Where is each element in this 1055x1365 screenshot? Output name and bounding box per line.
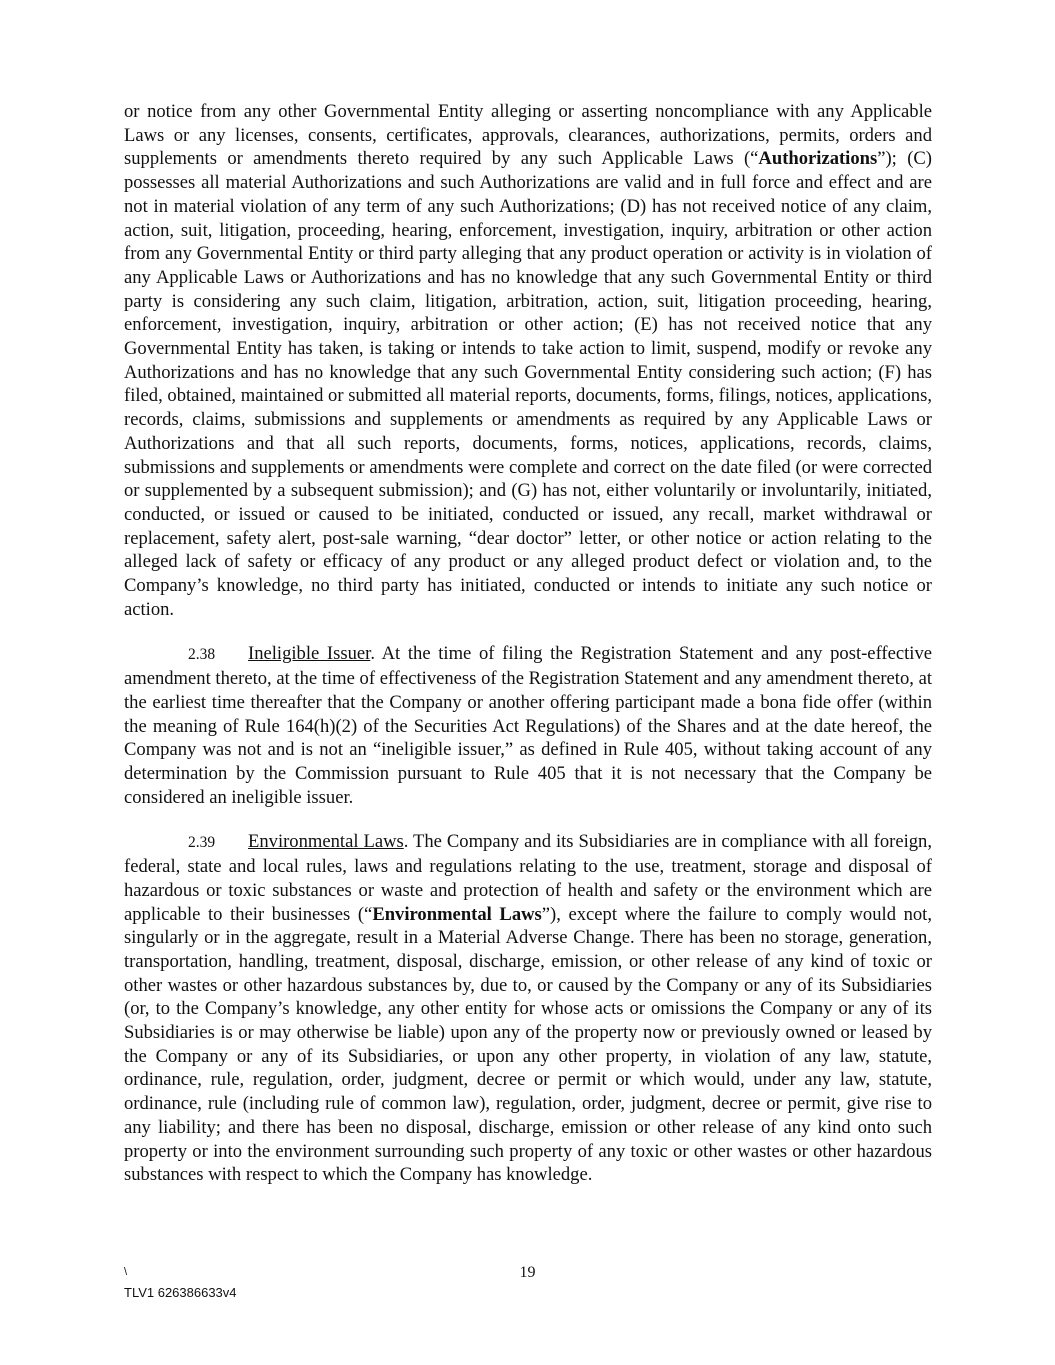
document-body xyxy=(124,100,932,1187)
section-2-38 xyxy=(124,642,932,809)
paragraph-text: or notice from any other Governmental Entity alleging or asserting noncompliance with any Applicable Laws or any licenses, consents, certificates, approvals, clearances, authorizations, permits, orders and supplements or amendments thereto required by any such Applicable Laws (“ xyxy=(124,101,932,170)
page-number: 19 xyxy=(519,1264,536,1281)
continuation-paragraph xyxy=(124,100,932,621)
document-id: TLV1 626386633v4 xyxy=(124,1285,237,1300)
section-number: 2.38 xyxy=(188,646,216,664)
footer-mark: \ xyxy=(124,1266,128,1278)
paragraph-text: ”); (C) possesses all material Authorizations and such Authorizations are valid and in full force and effect and are not in material violation of any term of any such Authorizations; (D) has not received notice of any claim, action, suit, litigation, proceeding, hearing, enforcement, investigation, inquiry, arbitration or other action from any Governmental Entity or third party alleging that any product operation or activity is in violation of any Applicable Laws or Authorizations and has no knowledge that any such Governmental Entity or third party is considering any such claim, litigation, arbitration, action, suit, litigation proceeding, hearing, enforcement, investigation, inquiry, arbitration or other action; (E) has not received notice that any Governmental Entity has taken, is taking or intends to take action to limit, suspend, modify or revoke any Authorizations and has no knowledge that any such Governmental Entity considering such action; (F) has filed, obtained, maintained or submitted all material reports, documents, forms, filings, notices, applications, records, claims, submissions and supplements or amendments as required by any Applicable Laws or Authorizations and that all such reports, documents, forms, notices, applications, records, claims, submissions and supplements or amendments were complete and correct on the date filed (or were corrected or supplemented by a subsequent submission); and (G) has not, either voluntarily or involuntarily, initiated, conducted, or issued or caused to be initiated, conducted or issued, any recall, market withdrawal or replacement, safety alert, post-sale warning, “dear doctor” letter, or other notice or action relating to the alleged lack of safety or efficacy of any product or any alleged product defect or violation and, to the Company’s knowledge, no third party has initiated, conducted or intends to initiate any such notice or action. xyxy=(124,148,932,620)
section-number: 2.39 xyxy=(188,834,216,852)
section-text: . At the time of filing the Registration Statement and any post-effective amendment thereto, at the time of effectiveness of the Registration Statement and any amendment thereto, at the earliest time thereafter that the Company or another offering participant made a bona fide offer (within the meaning of Rule 164(h)(2) of the Securities Act Regulations) of the Shares and at the date hereof, the Company was not and is not an “ineligible issuer,” as defined in Rule 405, without taking account of any determination by the Commission pursuant to Rule 405 that it is not necessary that the Company be considered an ineligible issuer. xyxy=(124,643,932,808)
section-2-39 xyxy=(124,830,932,1187)
section-heading: Environmental Laws xyxy=(248,831,404,853)
defined-term-environmental-laws: Environmental Laws xyxy=(372,903,542,925)
defined-term-authorizations: Authorizations xyxy=(758,148,878,170)
section-heading: Ineligible Issuer xyxy=(248,643,371,665)
section-text: . The Company and its Subsidiaries are in compliance with all foreign, federal, state and local rules, laws and regulations relating to the use, treatment, storage and disposal of hazardous or toxic substances or waste and protection of health and safety or the environment which are applicable to their businesses (“ xyxy=(124,831,932,925)
section-text: ”), except where the failure to comply would not, singularly or in the aggregate, result in a Material Adverse Change. There has been no storage, generation, transportation, handling, treatment, disposal, discharge, emission, or other release of any kind of toxic or other wastes or other hazardous substances by, due to, or caused by the Company or any of its Subsidiaries (or, to the Company’s knowledge, any other entity for whose acts or omissions the Company or any of its Subsidiaries is or may otherwise be liable) upon any of the property now or previously owned or leased by the Company or any of its Subsidiaries, or upon any other property, in violation of any law, statute, ordinance, rule, regulation, order, judgment, decree or permit or which would, under any law, statute, ordinance, rule (including rule of common law), regulation, order, judgment, decree or permit, give rise to any liability; and there has been no disposal, discharge, emission or other release of any kind onto such property or into the environment surrounding such property of any toxic or other wastes or other hazardous substances with respect to which the Company has knowledge. xyxy=(124,903,932,1186)
